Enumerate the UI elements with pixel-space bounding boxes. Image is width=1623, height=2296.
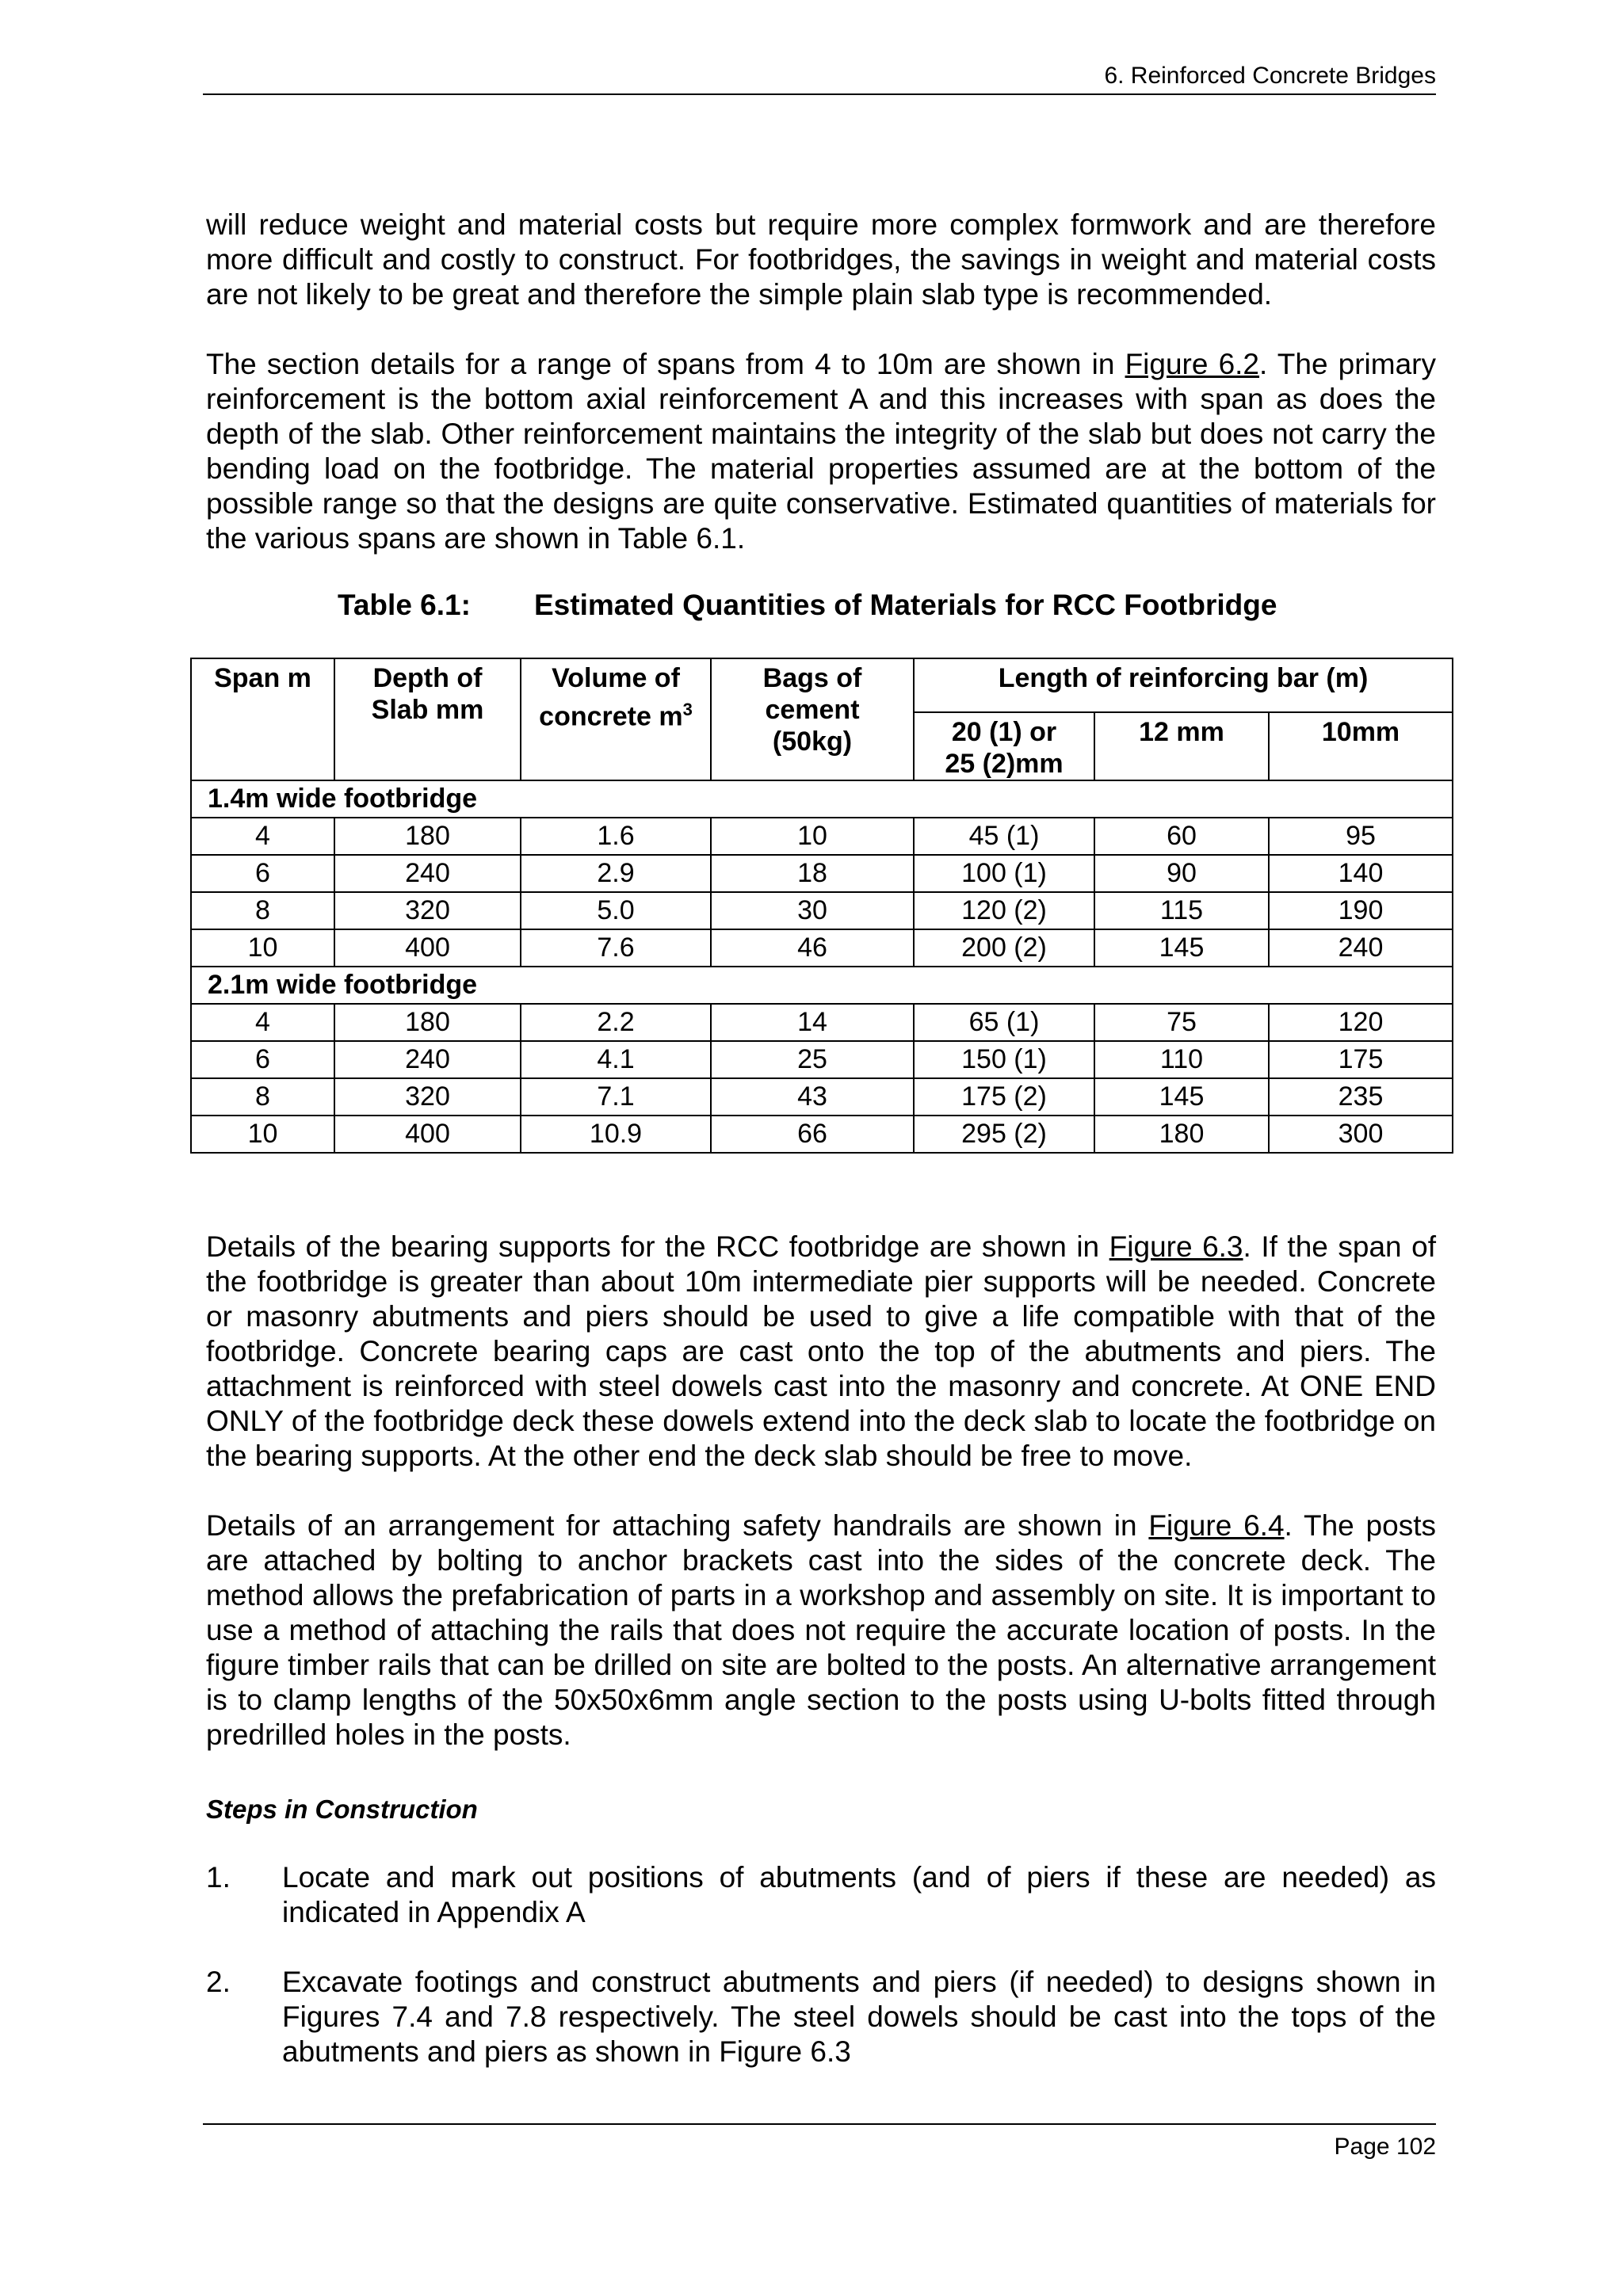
table-cell: 240 xyxy=(1269,929,1453,967)
paragraph-4 xyxy=(206,1508,1436,1753)
step-number-1: 1. xyxy=(206,1861,231,1894)
figure-6-3-link[interactable]: Figure 6.3 xyxy=(1109,1230,1243,1263)
table-cell: 115 xyxy=(1094,892,1269,929)
step-item-2 xyxy=(206,1965,1436,2069)
header-volume-superscript: 3 xyxy=(682,700,693,719)
header-bags-line3: (50kg) xyxy=(772,727,853,757)
table-cell: 120 xyxy=(1269,1004,1453,1041)
table-row xyxy=(191,1116,1453,1153)
header-bags xyxy=(711,658,914,780)
table-cell: 66 xyxy=(711,1116,914,1153)
table-cell: 5.0 xyxy=(521,892,711,929)
table-cell: 7.6 xyxy=(521,929,711,967)
paragraph-3-text-b: . If the span of the footbridge is greater than about 10m intermediate pier supports will be needed. Concrete or masonry abutments and piers should be used to give a life compatible with that of the footbridge. Concrete bearing caps are cast onto the top of the abutments and piers. The attachment is reinforced with steel dowels cast into the masonry and concrete. At ONE END ONLY of the footbridge deck these dowels extend into the deck slab to locate the footbridge on the bearing supports. At the other end the deck slab should be free to move. xyxy=(206,1230,1437,1472)
table-cell: 235 xyxy=(1269,1078,1453,1116)
header-length-group xyxy=(914,658,1453,712)
table-row xyxy=(191,1041,1453,1078)
table-cell: 100 (1) xyxy=(914,855,1094,892)
table-cell: 175 xyxy=(1269,1041,1453,1078)
table-cell: 14 xyxy=(711,1004,914,1041)
header-volume-line2: concrete m xyxy=(539,701,683,732)
table-row xyxy=(191,855,1453,892)
header-volume-line1: Volume of xyxy=(552,663,680,693)
table-cell: 150 (1) xyxy=(914,1041,1094,1078)
paragraph-3-text-a: Details of the bearing supports for the RCC footbridge are shown in xyxy=(206,1230,1109,1263)
paragraph-1: will reduce weight and material costs but require more complex formwork and are therefore more difficult and costly to construct. For footbridges, the savings in weight and material costs are not likely to be great and therefore the simple plain slab type is recommended. xyxy=(206,208,1436,311)
figure-6-4-link[interactable]: Figure 6.4 xyxy=(1148,1509,1285,1542)
table-cell: 145 xyxy=(1094,1078,1269,1116)
table-cell: 320 xyxy=(334,892,521,929)
table-cell: 10 xyxy=(191,1116,334,1153)
step-text-1: Locate and mark out positions of abutments (and of piers if these are needed) as indicated in Appendix A xyxy=(282,1861,1436,1928)
table-cell: 8 xyxy=(191,1078,334,1116)
table-cell: 120 (2) xyxy=(914,892,1094,929)
table-cell: 2.2 xyxy=(521,1004,711,1041)
header-rule xyxy=(203,93,1436,95)
group-label: 1.4m wide footbridge xyxy=(191,780,1453,818)
table-cell: 140 xyxy=(1269,855,1453,892)
table-body xyxy=(191,780,1453,1153)
running-header: 6. Reinforced Concrete Bridges xyxy=(1104,63,1436,89)
step-number-2: 2. xyxy=(206,1966,231,1998)
table-cell: 60 xyxy=(1094,818,1269,855)
table-cell: 43 xyxy=(711,1078,914,1116)
header-span xyxy=(191,658,334,780)
table-cell: 110 xyxy=(1094,1041,1269,1078)
table-cell: 4 xyxy=(191,1004,334,1041)
table-cell: 320 xyxy=(334,1078,521,1116)
header-span-label: Span m xyxy=(214,663,311,693)
table-group-row xyxy=(191,780,1453,818)
table-cell: 1.6 xyxy=(521,818,711,855)
header-bar-12-label: 12 mm xyxy=(1139,717,1224,747)
table-cell: 2.9 xyxy=(521,855,711,892)
table-cell: 300 xyxy=(1269,1116,1453,1153)
table-row xyxy=(191,818,1453,855)
table-cell: 180 xyxy=(334,818,521,855)
steps-heading: Steps in Construction xyxy=(206,1794,478,1824)
table-cell: 200 (2) xyxy=(914,929,1094,967)
paragraph-4-text-b: . The posts are attached by bolting to anchor brackets cast into the sides of the concrete deck. The method allows the prefabrication of parts in a workshop and assembly on site. It is important to use a method of attaching the rails that does not require the accurate location of posts. In the figure timber rails that can be drilled on site are bolted to the posts. An alternative arrangement is to clamp lengths of the 50x50x6mm angle section to the posts using U-bolts fitted through predrilled holes in the posts. xyxy=(206,1509,1436,1751)
header-bar-12 xyxy=(1094,712,1269,780)
table-row xyxy=(191,892,1453,929)
paragraph-2-text-a: The section details for a range of spans from 4 to 10m are shown in xyxy=(206,348,1125,380)
table-cell: 190 xyxy=(1269,892,1453,929)
table-cell: 90 xyxy=(1094,855,1269,892)
header-bags-line1: Bags of xyxy=(762,663,862,693)
header-depth-line1: Depth of xyxy=(372,663,483,693)
table-row xyxy=(191,1004,1453,1041)
table-cell: 240 xyxy=(334,1041,521,1078)
table-cell: 7.1 xyxy=(521,1078,711,1116)
header-bar-10 xyxy=(1269,712,1453,780)
table-cell: 180 xyxy=(1094,1116,1269,1153)
header-volume xyxy=(521,658,711,780)
header-depth xyxy=(334,658,521,780)
header-length-group-label: Length of reinforcing bar (m) xyxy=(998,663,1369,693)
table-cell: 8 xyxy=(191,892,334,929)
table-cell: 400 xyxy=(334,1116,521,1153)
header-bar-20-line2: 25 (2)mm xyxy=(945,749,1064,779)
table-cell: 30 xyxy=(711,892,914,929)
header-bar-10-label: 10mm xyxy=(1321,717,1400,747)
table-cell: 18 xyxy=(711,855,914,892)
table-cell: 240 xyxy=(334,855,521,892)
table-cell: 295 (2) xyxy=(914,1116,1094,1153)
table-caption-title: Estimated Quantities of Materials for RCC Footbridge xyxy=(534,589,1277,621)
table-cell: 4 xyxy=(191,818,334,855)
page-number: Page 102 xyxy=(1334,2134,1436,2160)
paragraph-2 xyxy=(206,347,1436,556)
group-label: 2.1m wide footbridge xyxy=(191,967,1453,1004)
table-cell: 175 (2) xyxy=(914,1078,1094,1116)
table-cell: 4.1 xyxy=(521,1041,711,1078)
header-depth-line2: Slab mm xyxy=(371,695,484,725)
table-caption-number: Table 6.1: xyxy=(338,589,471,621)
table-cell: 10.9 xyxy=(521,1116,711,1153)
table-cell: 45 (1) xyxy=(914,818,1094,855)
table-cell: 65 (1) xyxy=(914,1004,1094,1041)
header-bags-line2: cement xyxy=(765,695,860,725)
paragraph-2-text-b: . The primary reinforcement is the bottom axial reinforcement A and this increases with span as does the depth of the slab. Other reinforcement maintains the integrity of the slab but does not carry the bending load on the footbridge. The material properties assumed are at the bottom of the possible range so that the designs are quite conservative. Estimated quantities of materials for the various spans are shown in Table 6.1. xyxy=(206,348,1436,555)
paragraph-3 xyxy=(206,1230,1436,1474)
footer-rule xyxy=(203,2123,1436,2125)
table-row xyxy=(191,929,1453,967)
table-cell: 180 xyxy=(334,1004,521,1041)
materials-table xyxy=(190,658,1453,1154)
step-item-1 xyxy=(206,1860,1436,1930)
header-bar-20-line1: 20 (1) or xyxy=(951,717,1057,747)
table-group-row xyxy=(191,967,1453,1004)
table-cell: 95 xyxy=(1269,818,1453,855)
table-cell: 10 xyxy=(191,929,334,967)
table-cell: 145 xyxy=(1094,929,1269,967)
step-text-2: Excavate footings and construct abutments and piers (if needed) to designs shown in Figures 7.4 and 7.8 respectively. The steel dowels should be cast into the tops of the abutments and piers as shown in Figure 6.3 xyxy=(282,1966,1436,2068)
table-cell: 400 xyxy=(334,929,521,967)
table-cell: 46 xyxy=(711,929,914,967)
table-cell: 75 xyxy=(1094,1004,1269,1041)
table-row xyxy=(191,1078,1453,1116)
header-bar-20-25 xyxy=(914,712,1094,780)
table-cell: 6 xyxy=(191,855,334,892)
table-cell: 25 xyxy=(711,1041,914,1078)
paragraph-4-text-a: Details of an arrangement for attaching safety handrails are shown in xyxy=(206,1509,1149,1542)
table-cell: 10 xyxy=(711,818,914,855)
table-cell: 6 xyxy=(191,1041,334,1078)
figure-6-2-link[interactable]: Figure 6.2 xyxy=(1125,348,1260,380)
